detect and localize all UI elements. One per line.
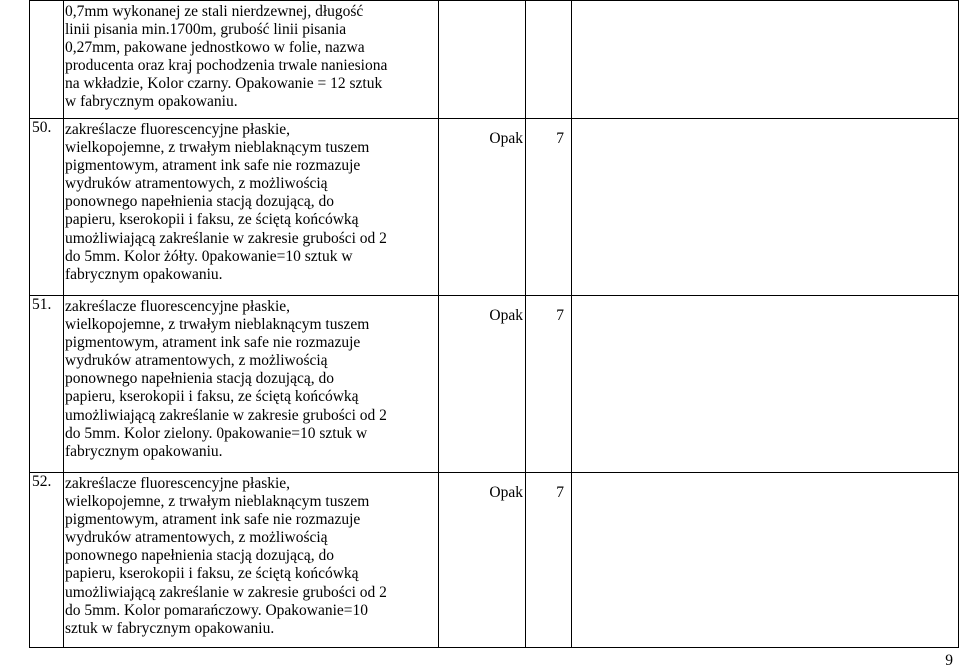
- description-line: ponownego napełnienia stacją dozującą, do: [65, 547, 334, 565]
- description-line: wielkopojemne, z trwałym nieblaknącym tuszem: [65, 139, 370, 157]
- item-quantity: 7: [526, 119, 572, 296]
- description-line: ponownego napełnienia stacją dozującą, do: [65, 370, 334, 388]
- description-line: zakreślacze fluorescencyjne płaskie,: [65, 121, 291, 138]
- description-line: w fabrycznym opakowaniu.: [65, 93, 238, 111]
- item-quantity: 7: [526, 296, 572, 473]
- item-description: [64, 119, 439, 296]
- description-line: ponownego napełnienia stacją dozującą, do: [65, 193, 334, 211]
- description-line: pigmentowym, atrament ink safe nie rozmazuje: [65, 511, 361, 529]
- description-line: wydruków atramentowych, z możliwością: [65, 175, 328, 193]
- description-line: 0,27mm, pakowane jednostkowo w folie, nazwa: [65, 39, 365, 57]
- item-number: 50.: [30, 119, 64, 296]
- item-unit: Opak: [439, 296, 526, 473]
- description-line: fabrycznym opakowaniu.: [65, 442, 223, 460]
- item-unit: [439, 1, 526, 119]
- description-line: wielkopojemne, z trwałym nieblaknącym tuszem: [65, 316, 370, 334]
- description-line: wydruków atramentowych, z możliwością: [65, 352, 328, 370]
- table-row: [30, 473, 959, 648]
- description-line: papieru, kserokopii i faksu, ze ściętą końcówką: [65, 388, 359, 406]
- description-line: fabrycznym opakowaniu.: [65, 265, 223, 283]
- description-line: wielkopojemne, z trwałym nieblaknącym tuszem: [65, 493, 370, 511]
- item-description: [64, 1, 439, 119]
- description-line: papieru, kserokopii i faksu, ze ściętą końcówką: [65, 211, 359, 229]
- description-line: na wkładzie, Kolor czarny. Opakowanie = 12 sztuk: [65, 75, 383, 93]
- description-line: pigmentowym, atrament ink safe nie rozmazuje: [65, 334, 361, 352]
- description-line: wydruków atramentowych, z możliwością: [65, 529, 328, 547]
- item-number: 51.: [30, 296, 64, 473]
- item-quantity: [526, 1, 572, 119]
- table-row: [30, 1, 959, 119]
- item-unit: Opak: [439, 473, 526, 648]
- description-line: umożliwiającą zakreślanie w zakresie grubości od 2: [65, 406, 387, 424]
- item-unit: Opak: [439, 119, 526, 296]
- table-row: [30, 296, 959, 473]
- description-line: 0,7mm wykonanej ze stali nierdzewnej, długość: [65, 3, 364, 20]
- description-line: zakreślacze fluorescencyjne płaskie,: [65, 475, 291, 492]
- description-line: linii pisania min.1700m, grubość linii pisania: [65, 21, 347, 39]
- item-description: [64, 296, 439, 473]
- page-number: 9: [945, 652, 953, 669]
- item-description: [64, 473, 439, 648]
- empty-cell: [572, 296, 959, 473]
- empty-cell: [572, 1, 959, 119]
- table-row: [30, 119, 959, 296]
- description-line: producenta oraz kraj pochodzenia trwale naniesiona: [65, 57, 388, 75]
- empty-cell: [572, 119, 959, 296]
- description-line: do 5mm. Kolor zielony. 0pakowanie=10 sztuk w: [65, 424, 368, 442]
- description-line: do 5mm. Kolor pomarańczowy. Opakowanie=10: [65, 601, 369, 619]
- description-line: sztuk w fabrycznym opakowaniu.: [65, 619, 275, 637]
- item-quantity: 7: [526, 473, 572, 648]
- item-number: 52.: [30, 473, 64, 648]
- description-line: papieru, kserokopii i faksu, ze ściętą końcówką: [65, 565, 359, 583]
- description-line: umożliwiającą zakreślanie w zakresie grubości od 2: [65, 583, 387, 601]
- specification-table: [29, 0, 959, 648]
- item-number: [30, 1, 64, 119]
- description-line: do 5mm. Kolor żółty. 0pakowanie=10 sztuk w: [65, 247, 353, 265]
- empty-cell: [572, 473, 959, 648]
- description-line: zakreślacze fluorescencyjne płaskie,: [65, 298, 291, 315]
- description-line: pigmentowym, atrament ink safe nie rozmazuje: [65, 157, 361, 175]
- description-line: umożliwiającą zakreślanie w zakresie grubości od 2: [65, 229, 387, 247]
